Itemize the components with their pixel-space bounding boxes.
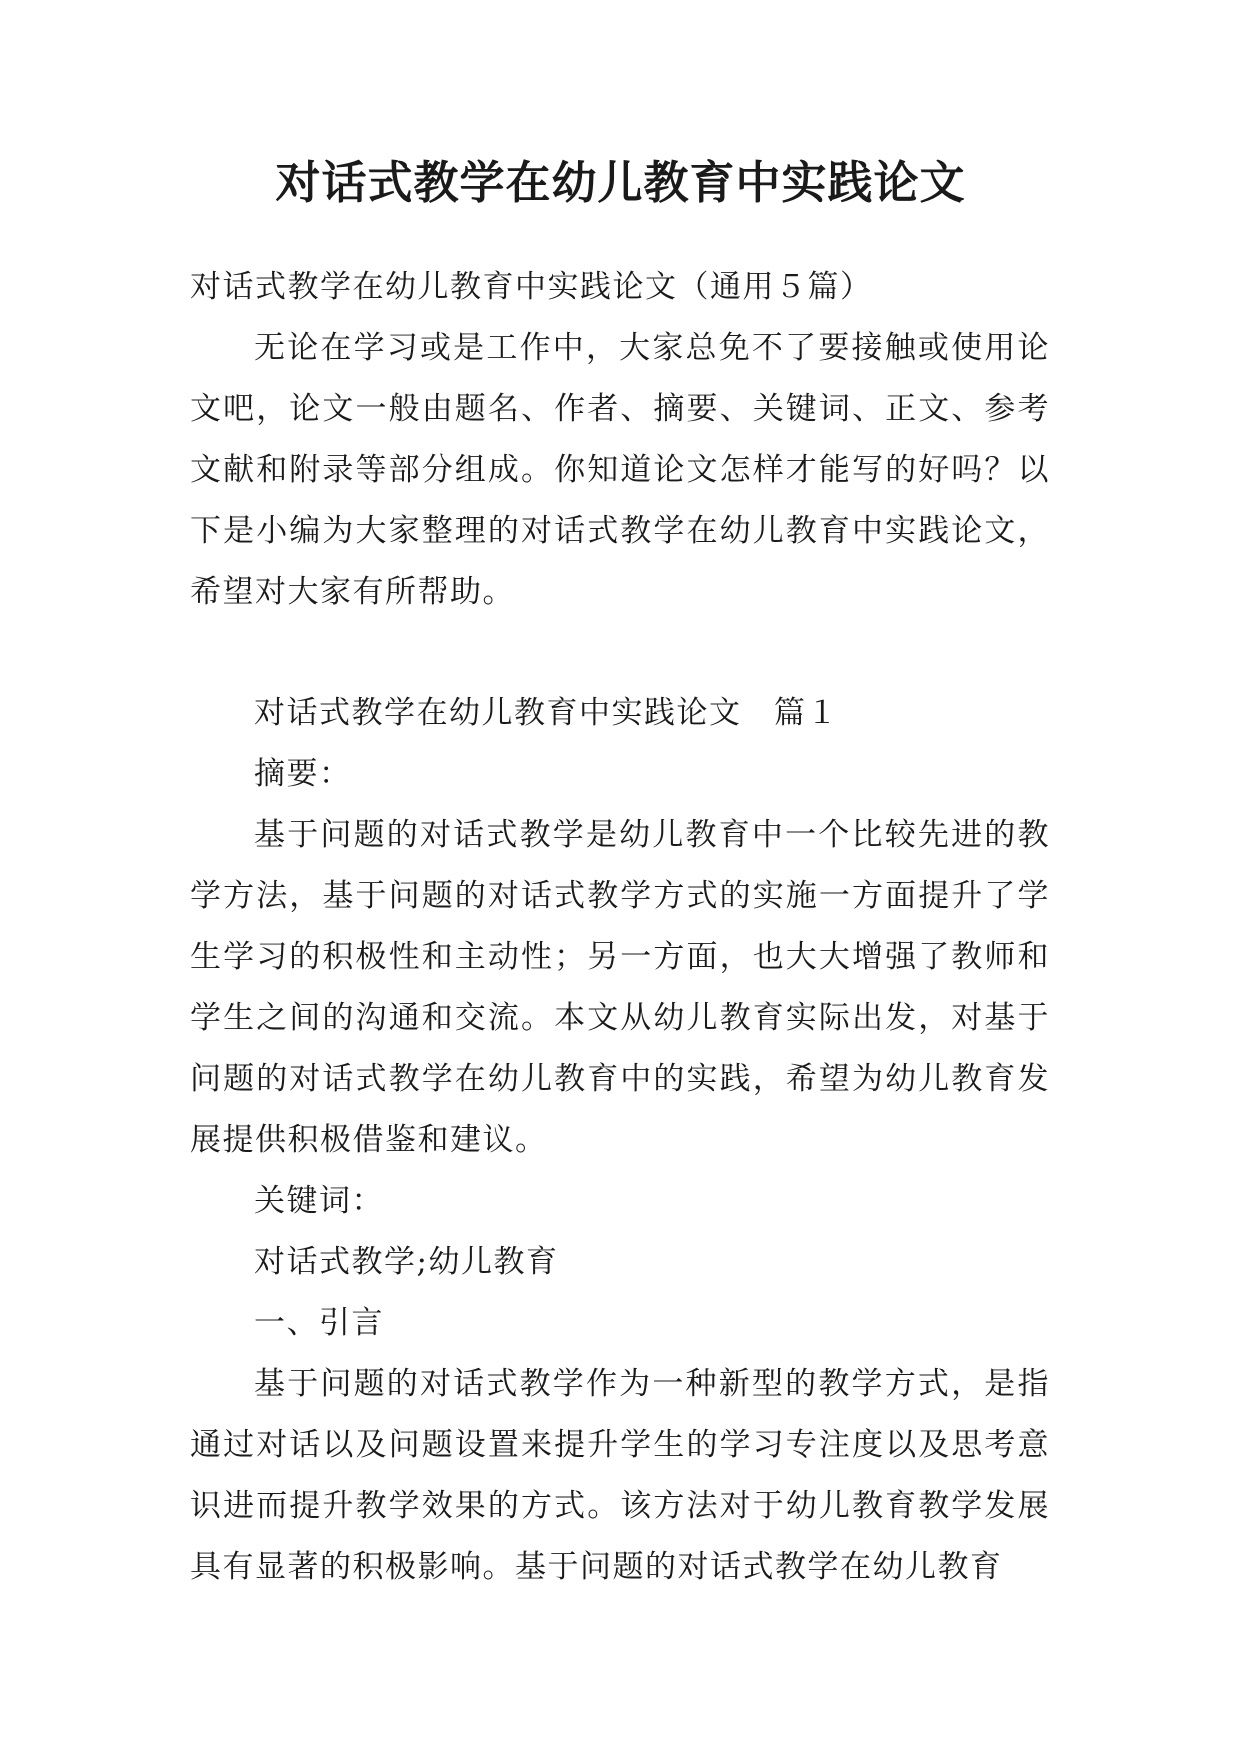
intro-paragraph: 无论在学习或是工作中，大家总免不了要接触或使用论文吧，论文一般由题名、作者、摘要、关键词、正文、参考文献和附录等部分组成。你知道论文怎样才能写的好吗？以下是小编为大家整理的对话式教学在幼儿教育中实践论文，希望对大家有所帮助。 xyxy=(190,330,1050,610)
keywords-label: 关键词： xyxy=(254,1183,384,1219)
abstract-paragraph: 基于问题的对话式教学是幼儿教育中一个比较先进的教学方法，基于问题的对话式教学方式的实施一方面提升了学生学习的积极性和主动性；另一方面，也大大增强了教师和学生之间的沟通和交流。本文从幼儿教育实际出发，对基于问题的对话式教学在幼儿教育中的实践，希望为幼儿教育发展提供积极借鉴和建议。 xyxy=(190,817,1050,1158)
paragraph-gap xyxy=(190,623,1050,683)
document-subtitle: 对话式教学在幼儿教育中实践论文（通用５篇） xyxy=(190,269,873,305)
keywords-text: 对话式教学;幼儿教育 xyxy=(254,1244,559,1280)
chapter-heading: 一、引言 xyxy=(254,1305,384,1341)
chapter-paragraph: 基于问题的对话式教学作为一种新型的教学方式，是指通过对话以及问题设置来提升学生的学习专注度以及思考意识进而提升教学效果的方式。该方法对于幼儿教育教学发展具有显著的积极影响。基于问题的对话式教学在幼儿教育 xyxy=(190,1366,1050,1585)
document-title: 对话式教学在幼儿教育中实践论文 xyxy=(275,156,966,209)
section-heading: 对话式教学在幼儿教育中实践论文 篇１ xyxy=(254,695,839,731)
abstract-label: 摘要： xyxy=(254,756,352,792)
document-body xyxy=(190,257,1050,1598)
